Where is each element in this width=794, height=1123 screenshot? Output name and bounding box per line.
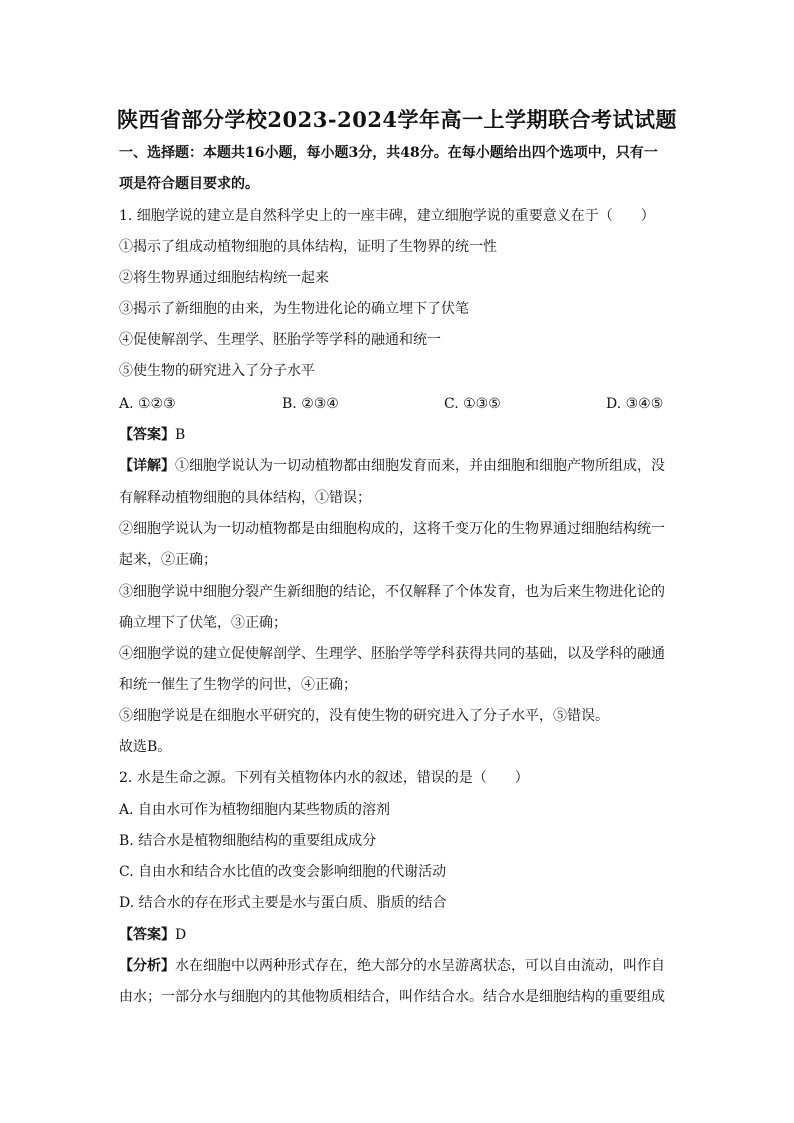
q2-analysis-line-1 (119, 956, 679, 976)
q1-explain-text-1: ①细胞学说认为一切动植物都由细胞发育而来，并由细胞和细胞产物所组成，没 (175, 458, 665, 474)
q1-statement-2: ②将生物界通过细胞结构统一起来 (119, 270, 329, 286)
page-title: 陕西省部分学校2023-2024学年高一上学期联合考试试题 (116, 107, 678, 132)
q2-stem: 2. 水是生命之源。下列有关植物体内水的叙述，错误的是（ ） (119, 770, 529, 786)
q1-explain-line-8: 和统一催生了生物学的问世，④正确； (119, 677, 357, 693)
q1-stem: 1. 细胞学说的建立是自然科学史上的一座丰碑，建立细胞学说的重要意义在于（ ） (119, 208, 655, 224)
q1-explain-line-3: ②细胞学说认为一切动植物都是由细胞构成的，这将千变万化的生物界通过细胞结构统一 (119, 521, 665, 537)
q1-answer-value: B (175, 427, 186, 443)
q2-answer-value: D (175, 927, 187, 943)
q1-option-a: A. ①②③ (119, 396, 176, 412)
q1-explain-line-5: ③细胞学说中细胞分裂产生新细胞的结论，不仅解释了个体发育，也为后来生物进化论的 (119, 584, 665, 600)
q1-statement-1: ①揭示了组成动植物细胞的具体结构，证明了生物界的统一性 (119, 239, 497, 255)
q1-statement-4: ④促使解剖学、生理学、胚胎学等学科的融通和统一 (119, 332, 441, 348)
q2-option-b: B. 结合水是植物细胞结构的重要组成成分 (119, 833, 377, 849)
q2-analysis-line-2: 由水；一部分水与细胞内的其他物质相结合，叫作结合水。结合水是细胞结构的重要组成 (119, 989, 665, 1005)
section-header-line2: 项是符合题目要求的。 (119, 176, 259, 192)
q2-answer (119, 925, 679, 945)
q1-answer (119, 425, 679, 445)
q1-explain-line-7: ④细胞学说的建立促使解剖学、生理学、胚胎学等学科获得共同的基础，以及学科的融通 (119, 646, 665, 662)
q1-option-c: C. ①③⑤ (444, 396, 501, 412)
q1-explain-line-4: 起来，②正确； (119, 552, 217, 568)
section-header-line1: 一、选择题：本题共16小题，每小题3分，共48分。在每小题给出四个选项中，只有一 (119, 145, 658, 161)
q1-explain-line-9: ⑤细胞学说是在细胞水平研究的，没有使生物的研究进入了分子水平，⑤错误。 (119, 708, 609, 724)
q1-explain-line-6: 确立埋下了伏笔，③正确； (119, 615, 287, 631)
q2-analysis-text-1: 水在细胞中以两种形式存在，绝大部分的水呈游离状态，可以自由流动，叫作自 (175, 958, 665, 974)
q1-option-b: B. ②③④ (282, 396, 339, 412)
q1-explain-tag: 【详解】 (119, 458, 175, 474)
q2-answer-tag: 【答案】 (119, 927, 175, 943)
q1-conclusion: 故选B。 (119, 739, 172, 755)
q1-explain-line-1 (119, 456, 679, 476)
q1-statement-3: ③揭示了新细胞的由来，为生物进化论的确立埋下了伏笔 (119, 301, 469, 317)
q2-analysis-tag: 【分析】 (119, 958, 175, 974)
q2-option-d: D. 结合水的存在形式主要是水与蛋白质、脂质的结合 (119, 895, 447, 911)
q2-option-c: C. 自由水和结合水比值的改变会影响细胞的代谢活动 (119, 864, 447, 880)
q1-answer-tag: 【答案】 (119, 427, 175, 443)
q1-option-d: D. ③④⑤ (606, 396, 664, 412)
q1-explain-line-2: 有解释动植物细胞的具体结构，①错误； (119, 490, 371, 506)
q1-statement-5: ⑤使生物的研究进入了分子水平 (119, 363, 315, 379)
q2-option-a: A. 自由水可作为植物细胞内某些物质的溶剂 (119, 802, 391, 818)
